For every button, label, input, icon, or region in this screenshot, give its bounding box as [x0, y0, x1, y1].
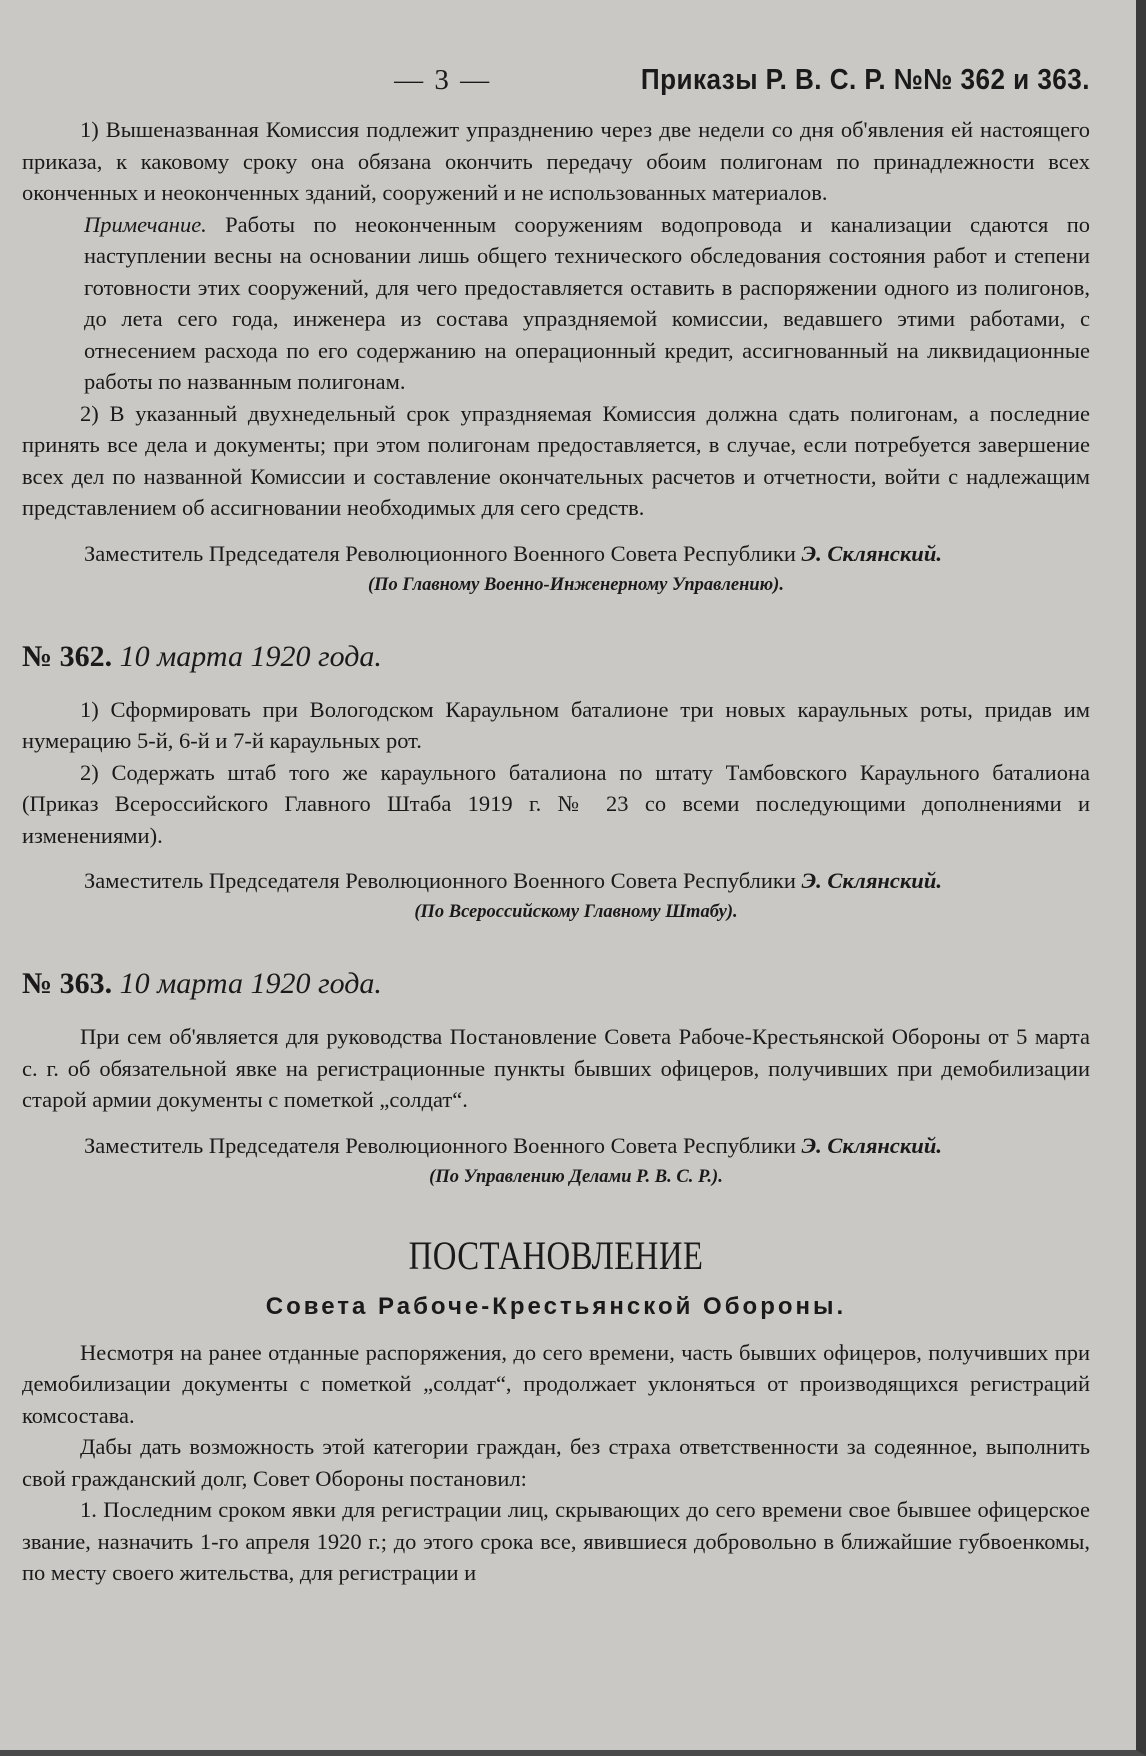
decree — [22, 1232, 1090, 1589]
signature-name: Э. Склянский. — [801, 1132, 942, 1158]
order-number: № 362. — [22, 639, 113, 673]
note-paragraph — [22, 209, 1090, 398]
signature-title: Заместитель Председателя Революционного Военного Совета Республики — [84, 1132, 802, 1158]
signature-title: Заместитель Председателя Революционного Военного Совета Республики — [84, 868, 802, 893]
note-text: Работы по неоконченным сооружениям водопровода и канализации сдаются по наступлении весны на основании лишь общего технического обследования состояния работ и степени готовности этих сооружений, для чего предоставляется оставить в распоряжении одного из полигонов, до лета сего года, инженера из состава упраздняемой комиссии, ведавшего этими работами, с отнесением расхода по его содержанию на операционный кредит, ассигнованный на ликвидационные работы по названным полигонам. — [84, 211, 1090, 394]
order-362 — [22, 640, 1090, 924]
paragraph: 1) Вышеназванная Комиссия подлежит упразднению через две недели со дня об'явления ей настоящего приказа, к каковому сроку она обязана окончить передачу обоим полигонам по принадлежности всех оконченных и неоконченных зданий, сооружений и не использованных материалов. — [22, 117, 1090, 205]
order-heading — [22, 640, 1090, 674]
signature-title: Заместитель Председателя Революционного Военного Совета Республики — [84, 540, 802, 566]
paragraph: 1) Сформировать при Вологодском Караульном баталионе три новых караульных роты, придав им нумерацию 5-й, 6-й и 7-й караульных рот. — [22, 696, 1090, 753]
order-363 — [22, 967, 1090, 1188]
signature — [22, 865, 1090, 896]
order-date: 10 марта 1920 года. — [112, 639, 382, 673]
decree-title: ПОСТАНОВЛЕНИЕ — [408, 1232, 704, 1278]
page-header — [22, 64, 1090, 114]
paragraph: При сем об'является для руководства Постановление Совета Рабоче-Крестьянской Обороны от 5 марта с. г. об обязательной явке на регистрационные пункты бывших офицеров, получивших при демобилизации старой армии документы с пометкой „солдат“. — [22, 1024, 1090, 1112]
paragraph: 2) Содержать штаб того же караульного баталиона по штату Тамбовского Караульного баталиона (Приказ Всероссийского Главного Штаба 1919 г. № 23 со всеми последующими дополнениями и изменениями). — [22, 759, 1090, 848]
paragraph: 2) В указанный двухнедельный срок упраздняемая Комиссия должна сдать полигонам, а последние принять все дела и документы; при этом полигонам предоставляется, в случае, если потребуется завершение всех дел по названной Комиссии и составление окончательных расчетов и отчетности, войти с надлежащим представлением об ассигновании необходимых для сего средств. — [22, 400, 1090, 520]
section-commission — [22, 114, 1090, 596]
signature-name: Э. Склянский. — [801, 868, 942, 893]
signature — [22, 1130, 1090, 1161]
department-note: (По Главному Военно-Инженерному Управлению). — [368, 574, 784, 595]
page-number: — 3 — — [394, 64, 492, 96]
note-label: Примечание. — [84, 211, 207, 237]
paragraph: Дабы дать возможность этой категории граждан, без страха ответственности за содеянное, выполнить свой гражданский долг, Совет Обороны постановил: — [22, 1434, 1090, 1491]
signature-name: Э. Склянский. — [801, 540, 942, 566]
order-date: 10 марта 1920 года. — [112, 967, 382, 1000]
running-title: Приказы Р. В. С. Р. №№ 362 и 363. — [640, 64, 1090, 96]
paragraph: Несмотря на ранее отданные распоряжения, до сего времени, часть бывших офицеров, получивших при демобилизации документы с пометкой „солдат“, продолжает уклоняться от производящихся регистраций комсостава. — [22, 1339, 1090, 1428]
paragraph: 1. Последним сроком явки для регистрации лиц, скрывающих до сего времени свое бывшее офицерское звание, назначить 1-го апреля 1920 г.; до этого срока все, явившиеся добровольно в ближайшие губвоенкомы, по месту своего жительства, для регистрации и — [22, 1497, 1090, 1585]
decree-subtitle: Совета Рабоче-Крестьянской Обороны. — [265, 1292, 847, 1320]
department-note: (По Управлению Делами Р. В. С. Р.). — [429, 1166, 723, 1187]
order-number: № 363. — [22, 967, 113, 1000]
page-content — [22, 64, 1090, 1589]
department-note: (По Всероссийскому Главному Штабу). — [414, 902, 738, 922]
order-heading — [22, 967, 1090, 1001]
signature — [22, 538, 1090, 569]
